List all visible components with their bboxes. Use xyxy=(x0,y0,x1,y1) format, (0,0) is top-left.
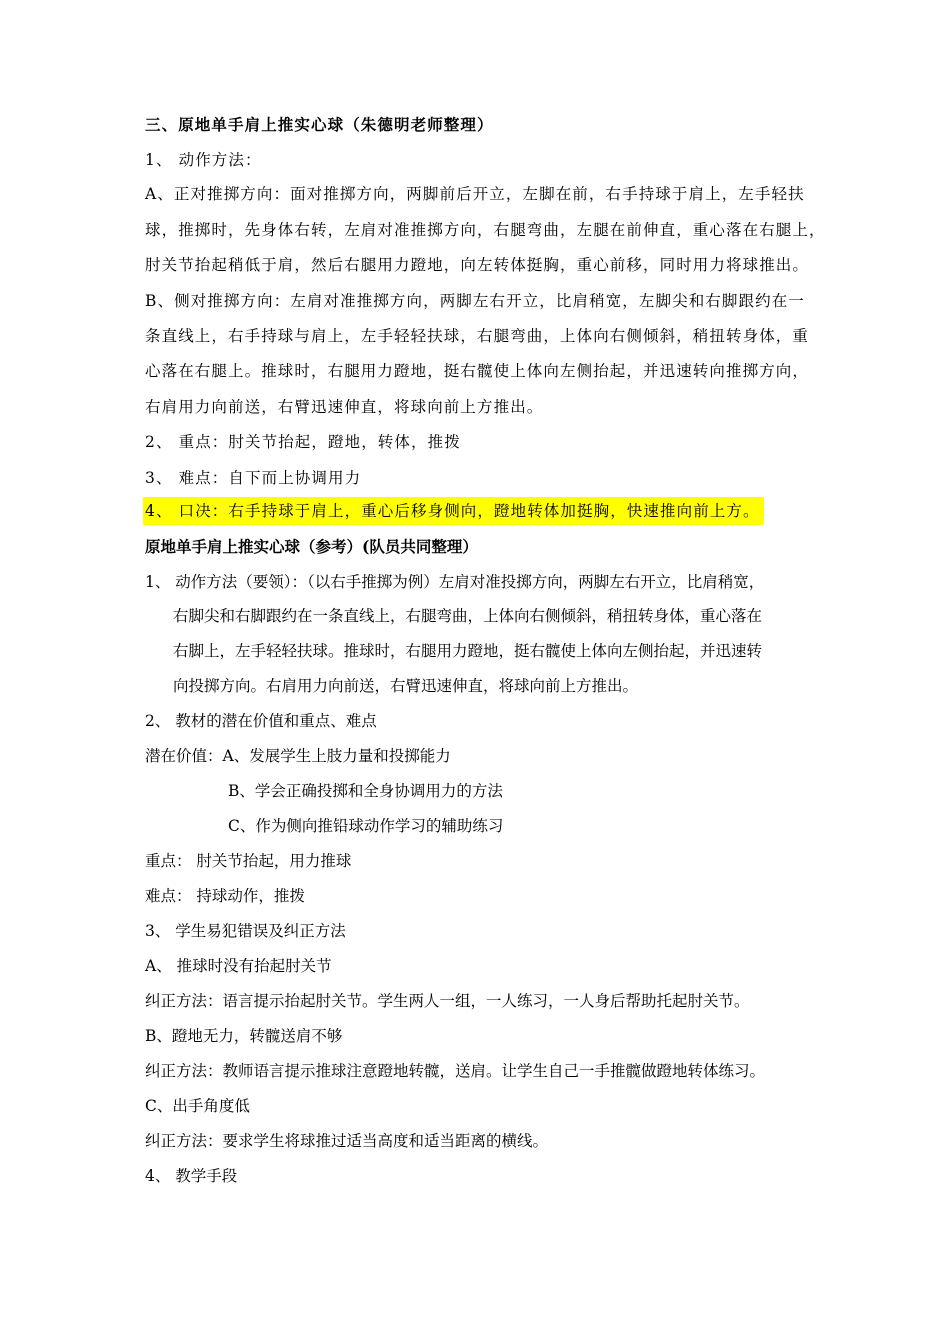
error-line: B、蹬地无力，转髋送肩不够 xyxy=(145,1027,343,1045)
error-line: C、出手角度低 xyxy=(145,1097,250,1115)
paragraph-line: 肘关节抬起稍低于肩，然后右腿用力蹬地，向左转体挺胸，重心前移，同时用力将球推出。 xyxy=(145,256,810,274)
value-line: 潜在价值：A、发展学生上肢力量和投掷能力 xyxy=(145,747,451,765)
value-line: B、学会正确投掷和全身协调用力的方法 xyxy=(228,782,503,800)
section-title-2: 原地单手肩上推实心球（参考）(队员共同整理） xyxy=(145,537,478,556)
section-title-1: 三、原地单手肩上推实心球（朱德明老师整理） xyxy=(145,115,494,134)
paragraph-line: 右脚上，左手轻轻扶球。推球时，右腿用力蹬地，挺右髋使上体向左侧抬起，并迅速转 xyxy=(173,642,763,660)
correction-line: 纠正方法：要求学生将球推过适当高度和适当距离的横线。 xyxy=(145,1132,549,1150)
paragraph-line: 向投掷方向。右肩用力向前送，右臂迅速伸直，将球向前上方推出。 xyxy=(173,677,639,695)
paragraph-line: 右脚尖和右脚跟约在一条直线上，右腿弯曲，上体向右侧倾斜，稍扭转身体，重心落在 xyxy=(173,607,763,625)
paragraph-line: 条直线上，右手持球与肩上，左手轻轻扶球，右腿弯曲，上体向右侧倾斜，稍扭转身体，重 xyxy=(145,327,810,345)
paragraph-line: 心落在右腿上。推球时，右腿用力蹬地，挺右髋使上体向左侧抬起，并迅速转向推掷方向， xyxy=(145,362,810,380)
item-1-heading: 1、 动作方法： xyxy=(145,151,262,169)
paragraph-line: 1、 动作方法（要领）：（以右手推掷为例）左肩对准投掷方向，两脚左右开立，比肩稍宽， xyxy=(145,573,765,591)
paragraph-line: A、正对推掷方向：面对推掷方向，两脚前后开立，左脚在前，右手持球于肩上，左手轻扶 xyxy=(145,185,805,203)
mnemonic-highlight-line: 4、 口决：右手持球于肩上，重心后移身侧向，蹬地转体加挺胸，快速推向前上方。 xyxy=(143,497,764,525)
error-line: A、 推球时没有抬起肘关节 xyxy=(145,957,332,975)
difficulty-line: 3、 难点：自下而上协调用力 xyxy=(145,469,362,487)
paragraph-line: 球，推掷时，先身体右转，左肩对准推掷方向，右腿弯曲，左腿在前伸直，重心落在右腿上， xyxy=(145,221,826,239)
difficulty-line: 难点： 持球动作，推拨 xyxy=(145,887,305,905)
correction-line: 纠正方法：教师语言提示推球注意蹬地转髋，送肩。让学生自己一手推髋做蹬地转体练习。 xyxy=(145,1062,766,1080)
item-3-heading: 3、 学生易犯错误及纠正方法 xyxy=(145,922,346,940)
item-2-heading: 2、 教材的潜在价值和重点、难点 xyxy=(145,712,377,730)
paragraph-line: B、侧对推掷方向：左肩对准推掷方向，两脚左右开立，比肩稍宽，左脚尖和右脚跟约在一 xyxy=(145,292,805,310)
key-point-line: 重点： 肘关节抬起，用力推球 xyxy=(145,852,352,870)
correction-line: 纠正方法：语言提示抬起肘关节。学生两人一组，一人练习，一人身后帮助托起肘关节。 xyxy=(145,992,750,1010)
paragraph-line: 右肩用力向前送，右臂迅速伸直，将球向前上方推出。 xyxy=(145,398,544,416)
item-4-heading: 4、 教学手段 xyxy=(145,1167,238,1185)
value-line: C、作为侧向推铅球动作学习的辅助练习 xyxy=(228,817,504,835)
key-point-line: 2、 重点：肘关节抬起，蹬地，转体，推拨 xyxy=(145,433,461,451)
